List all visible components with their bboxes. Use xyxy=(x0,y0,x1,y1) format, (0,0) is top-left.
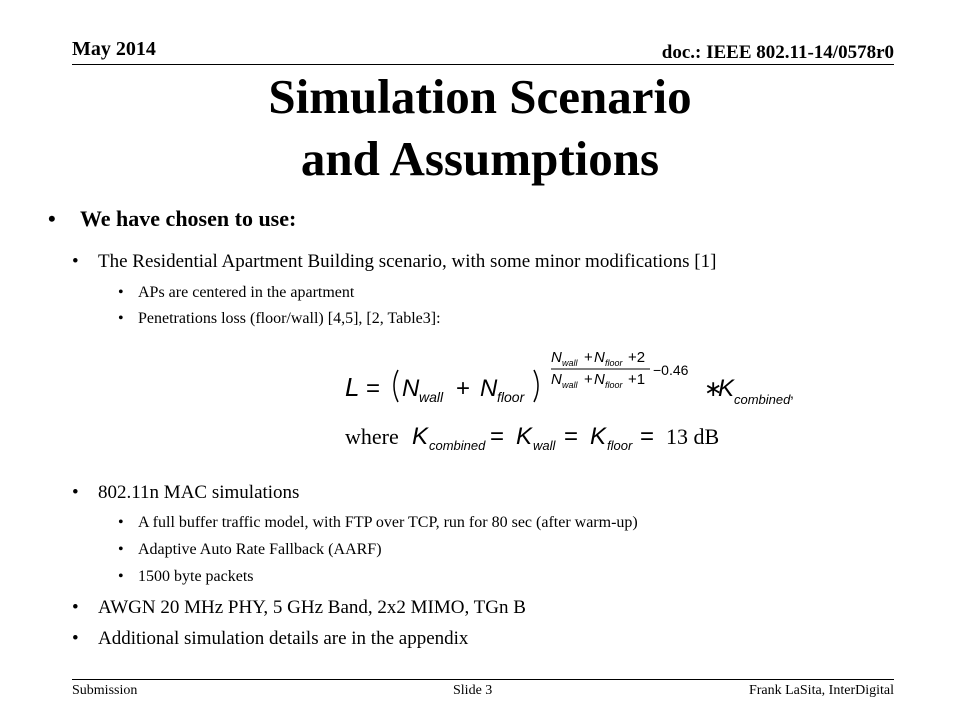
formula-trail: , xyxy=(790,385,794,401)
slide-title xyxy=(100,66,860,190)
formula-equals-2: = xyxy=(490,423,505,450)
header-rule xyxy=(72,64,894,65)
formula-plus: + xyxy=(456,375,471,402)
exp-num-plus: + xyxy=(584,349,593,366)
footer-author: Frank LaSita, InterDigital xyxy=(748,683,894,698)
penetration-loss-formula xyxy=(340,340,800,455)
bullet-text: A full buffer traffic model, with FTP over TCP, run for 80 sec (after warm-up) xyxy=(138,514,638,531)
formula-k-sub: combined xyxy=(734,392,791,407)
exp-den-floor-sub: floor xyxy=(605,380,623,390)
header-doc-id: doc.: IEEE 802.11-14/0578r0 xyxy=(661,42,894,63)
formula-k-floor: K xyxy=(590,423,607,450)
exp-num-tail: +2 xyxy=(628,349,646,366)
formula-k-wall-sub: wall xyxy=(533,438,556,453)
header-date: May 2014 xyxy=(72,38,156,60)
bullet-dot-icon: • xyxy=(118,284,124,301)
title-line-2: and Assumptions xyxy=(300,131,660,186)
formula-n-floor: N xyxy=(480,375,498,402)
formula-equals-3: = xyxy=(564,423,579,450)
formula-k-wall: K xyxy=(516,423,533,450)
formula-n-floor-sub: floor xyxy=(497,389,525,405)
exp-num-n-wall: N xyxy=(551,349,562,366)
bullet-text: Penetrations loss (floor/wall) [4,5], [2, Table3]: xyxy=(138,310,441,327)
footer-slide-number: Slide 3 xyxy=(453,683,493,698)
bullet-dot-icon: • xyxy=(48,206,56,231)
bullet-text: 802.11n MAC simulations xyxy=(98,482,300,503)
formula-n-wall-sub: wall xyxy=(419,389,444,405)
exp-den-n-wall: N xyxy=(551,371,562,388)
formula-lhs: L xyxy=(345,372,360,402)
bullet-dot-icon: • xyxy=(118,568,124,585)
exp-num-wall-sub: wall xyxy=(562,358,578,368)
bullet-text: AWGN 20 MHz PHY, 5 GHz Band, 2x2 MIMO, TGn B xyxy=(98,597,526,618)
formula-k-combined-sub: combined xyxy=(429,438,486,453)
formula-k: K xyxy=(718,375,735,402)
exp-num-n-floor: N xyxy=(594,349,605,366)
bullet-dot-icon: • xyxy=(118,541,124,558)
bullet-dot-icon: • xyxy=(72,597,79,618)
left-paren xyxy=(394,370,398,402)
exp-num-floor-sub: floor xyxy=(605,358,623,368)
formula-where: where xyxy=(345,424,399,449)
formula-value: 13 dB xyxy=(666,424,720,449)
exp-den-wall-sub: wall xyxy=(562,380,578,390)
formula-equals: = xyxy=(366,375,381,402)
exp-den-plus: + xyxy=(584,371,593,388)
footer-submission: Submission xyxy=(72,683,138,698)
right-paren xyxy=(534,370,538,402)
exp-const: −0.46 xyxy=(653,362,689,378)
footer-rule xyxy=(72,679,894,680)
bullet-dot-icon: • xyxy=(72,482,79,503)
bullet-dot-icon: • xyxy=(118,514,124,531)
bullet-dot-icon: • xyxy=(118,310,124,327)
bullet-text: We have chosen to use: xyxy=(80,206,297,231)
bullet-text: The Residential Apartment Building scenario, with some minor modifications [1] xyxy=(98,251,717,272)
formula-k-floor-sub: floor xyxy=(607,438,633,453)
bullet-text: 1500 byte packets xyxy=(138,568,254,585)
formula-times: ∗ xyxy=(704,376,723,401)
formula-equals-4: = xyxy=(640,423,655,450)
formula-n-wall: N xyxy=(402,375,420,402)
bullet-dot-icon: • xyxy=(72,628,79,649)
exp-den-n-floor: N xyxy=(594,371,605,388)
bullet-dot-icon: • xyxy=(72,251,79,272)
bullet-text: APs are centered in the apartment xyxy=(138,284,355,301)
exp-den-tail: +1 xyxy=(628,371,646,388)
bullet-text: Adaptive Auto Rate Fallback (AARF) xyxy=(138,541,382,558)
bullet-text: Additional simulation details are in the appendix xyxy=(98,628,469,649)
title-line-1: Simulation Scenario xyxy=(268,69,692,124)
formula-k-combined: K xyxy=(412,423,429,450)
